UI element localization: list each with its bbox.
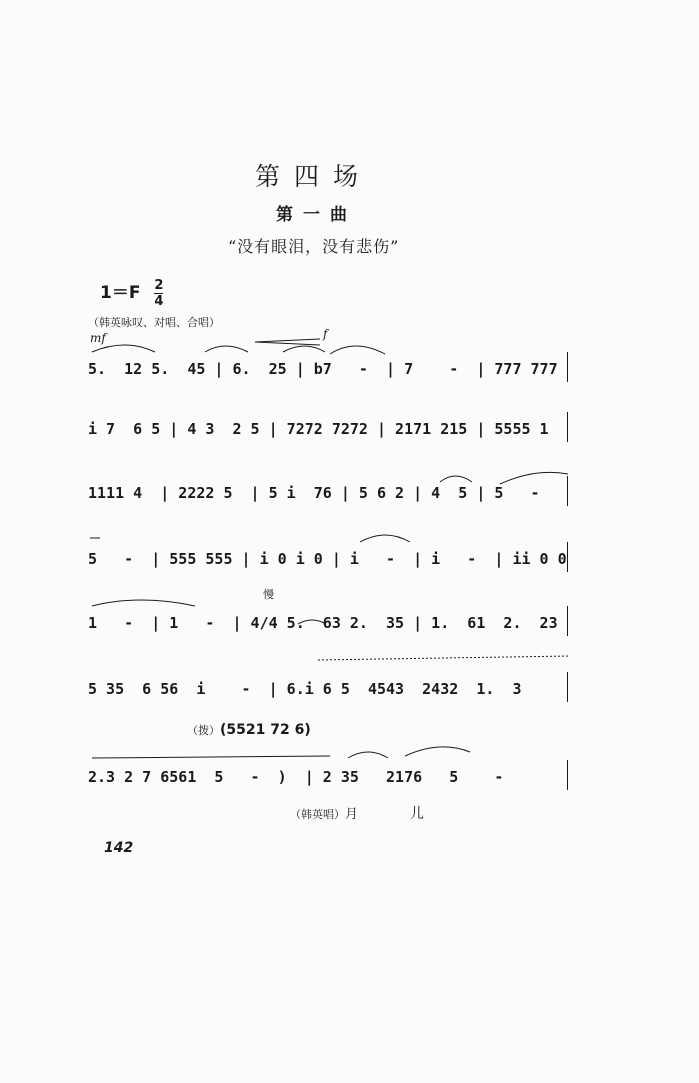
end-barline (567, 476, 568, 506)
score-row-5: 1 - | 1 - | 4/4 5. 63 2. 35 | 1. 61 2. 23 (88, 614, 558, 632)
time-signature-bottom: 4 (154, 293, 164, 309)
score-row-2: i 7 6 5 | 4 3 2 5 | 7272 7272 | 2171 215 | 5555 1 (88, 420, 549, 438)
interlude: （拨）(5521 72 6) (187, 722, 311, 738)
lyric-char-2: 儿 (410, 806, 425, 822)
score-row-4: 5 - | 555 555 | i 0 i 0 | i - | i - | ii 0 0 (88, 550, 567, 568)
lyric-char-1: 月 (345, 807, 359, 822)
interlude-notes: 5521 72 6 (226, 722, 305, 738)
page-number: 142 (104, 840, 134, 856)
dynamic-mf: mf (90, 331, 106, 345)
end-barline (567, 352, 568, 382)
score-row-6: 5 35 6 56 i - | 6.i 6 5 4543 2432 1. 3 (88, 680, 522, 698)
key-label: 1＝F (100, 283, 141, 303)
score-row-3: 1111 4 | 2222 5 | 5 i 76 | 5 6 2 | 4 5 | 5 - (88, 484, 540, 502)
time-signature-top: 2 (154, 277, 164, 293)
performance-note: （韩英咏叹、对唱、合唱） (88, 316, 220, 329)
end-barline (567, 542, 568, 572)
dynamic-f: f (323, 327, 328, 341)
lyric-line (290, 803, 424, 823)
end-barline (567, 672, 568, 702)
song-title: 第一曲 (276, 205, 357, 225)
end-barline (567, 412, 568, 442)
tempo-mark: 慢 (263, 588, 274, 601)
interlude-label: （拨） (187, 724, 220, 737)
score-row-1: 5. 12 5. 45 | 6. 25 | b7 - | 7 - | 777 777 (88, 360, 558, 378)
score-row-7: 2.3 2 7 6561 5 - ) | 2 35 2176 5 - (88, 768, 504, 786)
lyric-singer: （韩英唱） (290, 808, 345, 821)
end-barline (567, 760, 568, 790)
song-subtitle: “没有眼泪，没有悲伤” (228, 237, 400, 256)
scene-title: 第四场 (255, 162, 373, 191)
end-barline (567, 606, 568, 636)
